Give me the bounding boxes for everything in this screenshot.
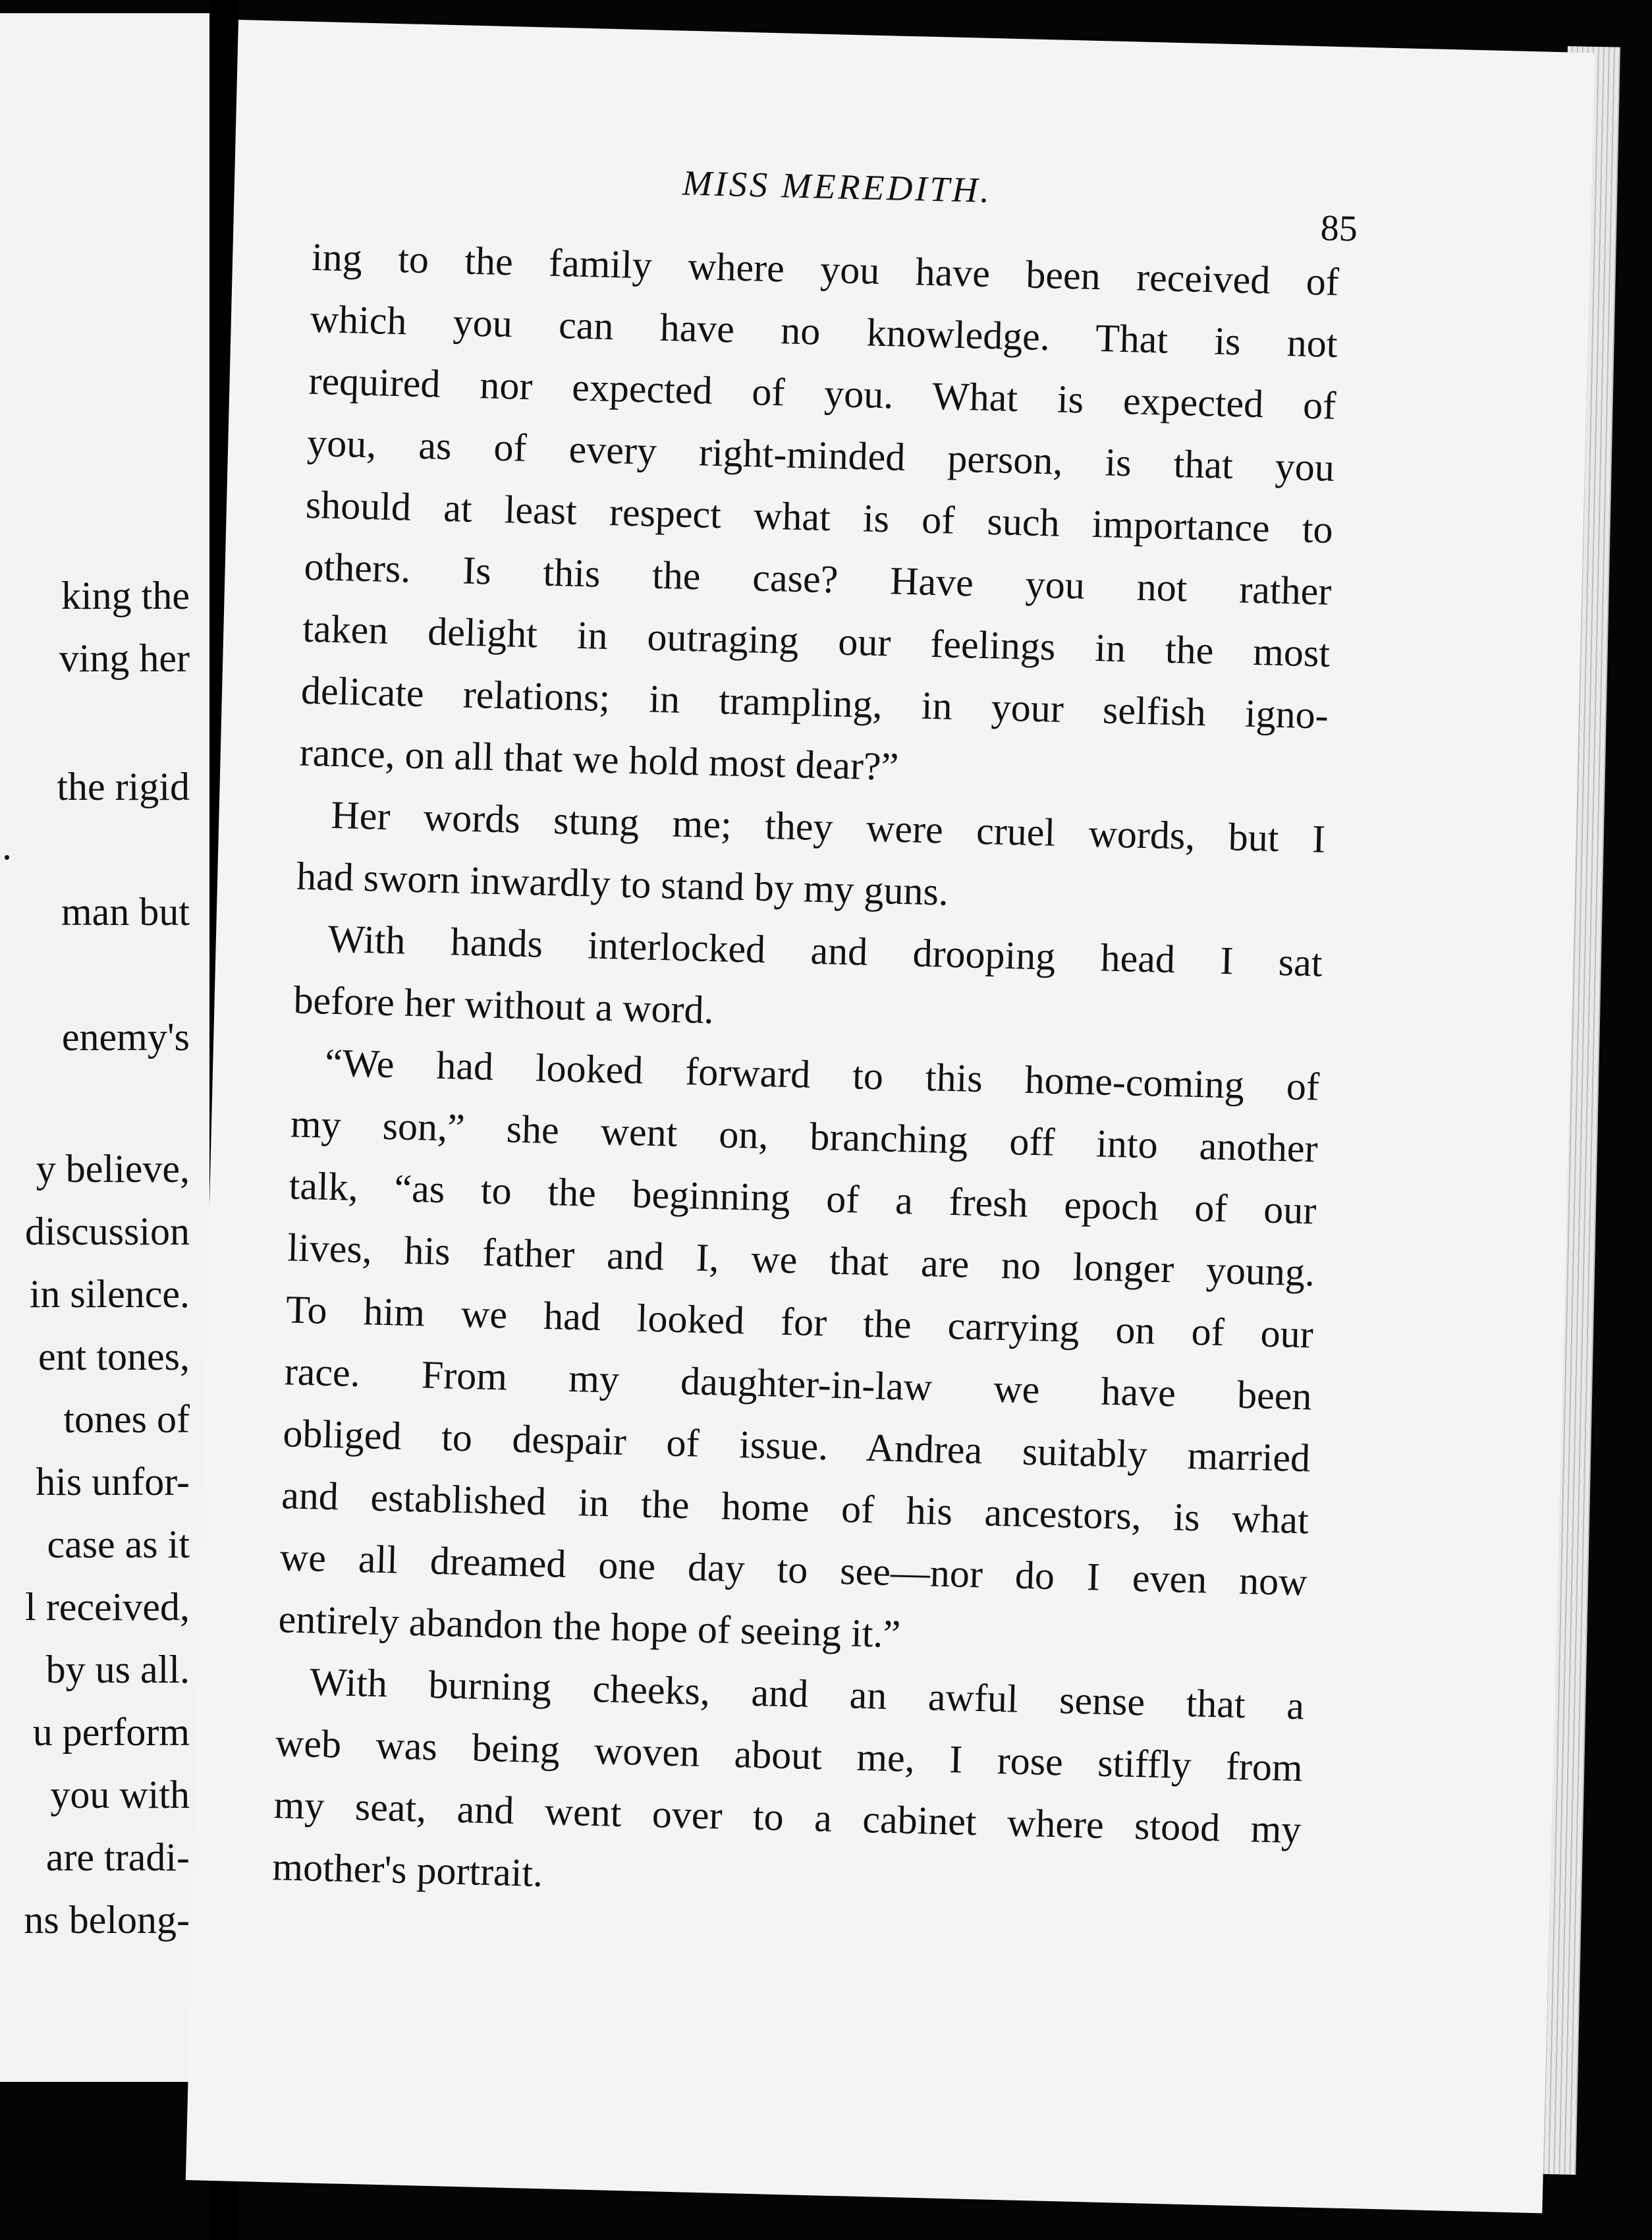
page-number: 85 [1320,208,1358,250]
left-page-line: . [2,824,12,868]
left-facing-page [0,13,209,2082]
text-line: you, as of every right-minded person, is that you [306,420,1335,490]
left-page-line: are tradi- [45,1835,190,1879]
left-page-line: king the [61,574,190,617]
text-line: talk, “as to the beginning of a fresh epoch of our [288,1163,1317,1233]
left-page-line: by us all. [45,1648,190,1691]
left-page-line: y believe, [36,1147,190,1190]
left-page-line: ns belong- [24,1898,190,1942]
text-line: my son,” she went on, branching off into another [290,1102,1319,1171]
text-line: should at least respect what is of such importance to [305,482,1334,551]
left-page-line: u perform [32,1710,190,1754]
text-line: lives, his father and I, we that are no longer young. [287,1225,1315,1295]
left-page-line: ving her [59,636,190,680]
left-page-line: the rigid [57,765,190,808]
text-line: before her without a word. [292,978,715,1032]
text-line: obliged to despair of issue. Andrea suitably married [282,1411,1311,1480]
text-line: To him we had looked for the carrying on of our [285,1287,1314,1357]
text-line: taken delight in outraging our feelings in the most [302,606,1331,675]
left-page-line: you with [50,1773,190,1816]
text-line: we all dreamed one day to see—nor do I even now [279,1535,1308,1604]
left-page-line: case as it [47,1523,190,1566]
text-line: rance, on all that we hold most dear?” [299,730,900,789]
running-head: MISS MEREDITH. [682,163,993,211]
left-page-line: ent tones, [38,1335,190,1378]
text-line: race. From my daughter-in-law we have been [284,1349,1313,1418]
text-line: “We had looked forward to this home-coming of [324,1040,1320,1109]
text-line: web was being woven about me, I rose stiffly from [275,1721,1304,1790]
left-page-line: enemy's [61,1015,190,1059]
text-line: delicate relations; in trampling, in your selfish igno- [300,668,1329,737]
text-line: others. Is this the case? Have you not rather [303,544,1333,613]
text-line: ing to the family where you have been received of [311,235,1340,304]
right-page [186,20,1595,2213]
left-page-line: discussion [24,1210,190,1253]
left-page-line: tones of [63,1397,190,1441]
text-line: required nor expected of you. What is expected of [308,358,1336,428]
text-line: which you can have no knowledge. That is not [310,296,1338,366]
text-line: With burning cheeks, and an awful sense that a [309,1660,1305,1728]
left-page-line: l received, [25,1585,190,1629]
text-line: With hands interlocked and drooping head I sat [327,916,1323,985]
left-page-line: man but [61,890,190,934]
text-line: mother's portrait. [271,1845,543,1895]
text-line: entirely abandon the hope of seeing it.” [277,1597,901,1656]
body-text [271,226,1340,1922]
text-line: Her words stung me; they were cruel words, but I [330,793,1326,861]
left-page-line: in silence. [29,1272,190,1316]
left-page-line: his unfor- [36,1460,190,1503]
text-line: and established in the home of his ancestors, is what [281,1473,1309,1542]
text-line: had sworn inwardly to stand by my guns. [296,854,949,914]
text-line: my seat, and went over to a cabinet where stood my [273,1783,1302,1852]
